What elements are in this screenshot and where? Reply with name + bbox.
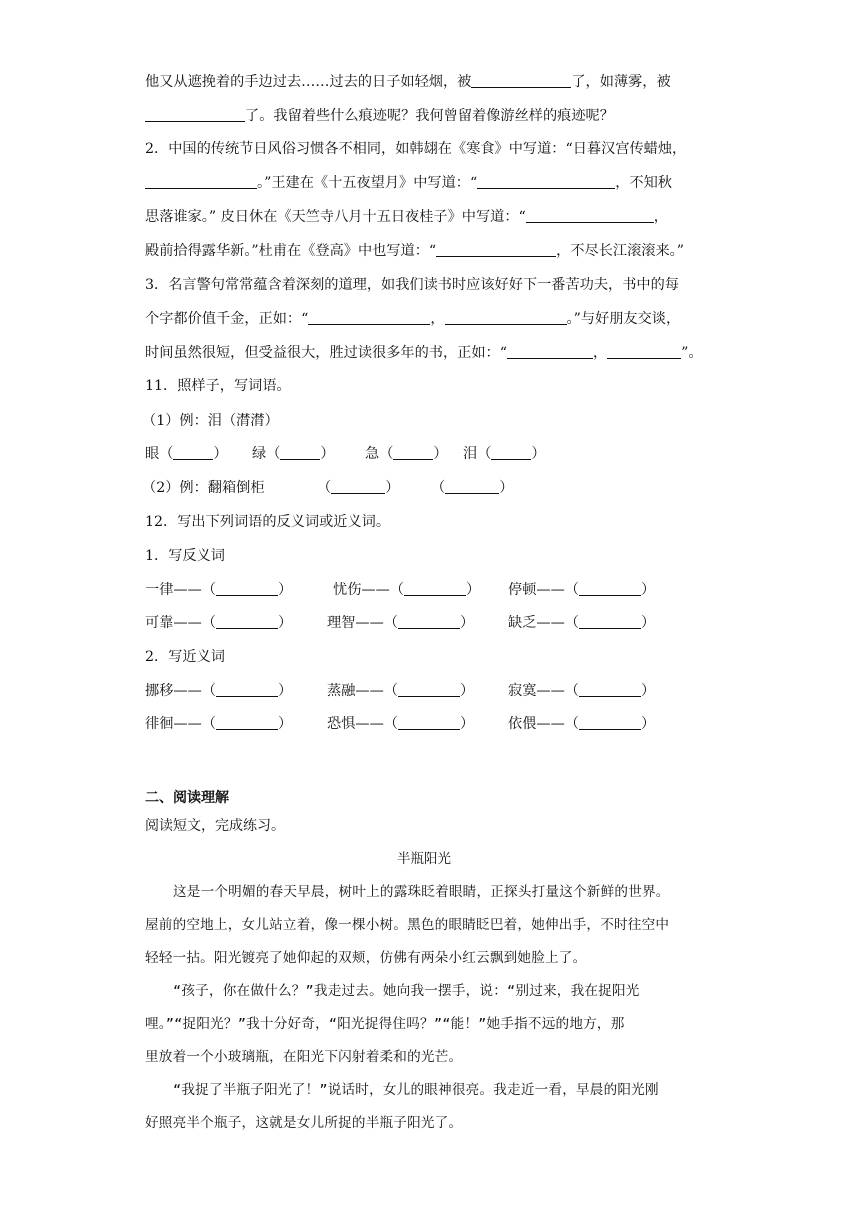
q11-blank[interactable] [173, 444, 213, 460]
q3-line-2 [145, 309, 680, 329]
q12-word-label: 缺乏——（ [508, 615, 579, 631]
q1-line-2 [145, 106, 614, 126]
q12-title: 12．写出下列词语的反义词或近义词。 [145, 514, 391, 530]
q11-word-label: 眼（ [145, 446, 174, 462]
q11-example-2: （2）例：翻箱倒柜 [142, 480, 265, 496]
q12-word-label: 蒸融——（ [327, 683, 398, 699]
q11-close-paren: ） [320, 446, 335, 462]
q11-blank[interactable] [280, 444, 320, 460]
q1-text-a: 他又从遮挽着的手边过去……过去的日子如轻烟，被 [145, 74, 472, 90]
essay-line: 里放着一个小玻璃瓶，在阳光下闪射着柔和的光芒。 [145, 1049, 463, 1065]
q11-blank[interactable] [445, 478, 499, 494]
reading-instruction: 阅读短文，完成练习。 [145, 818, 285, 834]
q12-antonym-heading: 1．写反义词 [145, 548, 225, 564]
q12-close-paren: ） [640, 615, 656, 631]
q2-blank-4[interactable] [436, 241, 556, 257]
section-heading: 二、阅读理解 [145, 790, 229, 806]
q12-blank[interactable] [398, 681, 460, 697]
q2-line-1 [145, 139, 686, 159]
q12-blank[interactable] [216, 613, 278, 629]
q12-word-label: 停顿——（ [508, 582, 579, 598]
q2-text-b: 。”王建在《十五夜望月》中写道：“ [257, 175, 478, 191]
q11-blank[interactable] [491, 444, 531, 460]
essay-line: 好照亮半个瓶子，这就是女儿所捉的半瓶子阳光了。 [145, 1115, 463, 1131]
q3-text-g: ”。 [681, 345, 703, 361]
q3-blank-2[interactable] [445, 309, 567, 325]
q12-close-paren: ） [459, 683, 475, 699]
q11-word-label: 泪（ [463, 446, 492, 462]
q3-text-f: ， [592, 345, 608, 361]
q2-text-g: ，不尽长江滚滚来。” [556, 243, 685, 259]
q3-blank-4[interactable] [607, 343, 681, 359]
q3-blank-3[interactable] [507, 343, 593, 359]
q3-text-c: ， [430, 311, 445, 327]
q12-blank[interactable] [579, 580, 641, 596]
q11-word-label: 绿（ [252, 446, 281, 462]
essay-line: 轻轻一拈。阳光镀亮了她仰起的双颊，仿佛有两朵小红云飘到她脸上了。 [145, 950, 587, 966]
q11-blank[interactable] [331, 478, 385, 494]
q12-blank[interactable] [216, 580, 278, 596]
q12-blank[interactable] [216, 714, 278, 730]
q12-close-paren: ） [465, 582, 481, 598]
essay-line: “孩子，你在做什么？”我走过去。她向我一摆手，说：“别过来，我在捉阳光 [173, 983, 640, 999]
q11-close-paren: ） [213, 446, 228, 462]
q3-text-a: 3．名言警句常常蕴含着深刻的道理，如我们读书时应该好好下一番苦功夫，书中的每 [145, 277, 679, 293]
q1-line-1 [145, 72, 671, 92]
q12-close-paren: ） [459, 716, 475, 732]
q11-open-paren: （ [431, 480, 446, 496]
q12-close-paren: ） [640, 683, 656, 699]
q12-word-label: 理智——（ [327, 615, 398, 631]
q12-word-label: 忧伤——（ [333, 582, 404, 598]
q2-text-f: 殿前拾得露华新。”杜甫在《登高》中也写道：“ [145, 243, 437, 259]
essay-line: “我捉了半瓶子阳光了！”说话时，女儿的眼神很亮。我走近一看，早晨的阳光刚 [173, 1082, 659, 1098]
q11-word-label: 急（ [365, 446, 394, 462]
essay-line: 屋前的空地上，女儿站立着，像一棵小树。黑色的眼睛眨巴着，她伸出手，不时往空中 [145, 917, 670, 933]
q12-word-label: 寂寞——（ [508, 683, 579, 699]
q3-line-3 [145, 343, 703, 363]
q12-blank[interactable] [579, 613, 641, 629]
q2-line-4 [145, 241, 684, 261]
q1-text-c: 了。我留着些什么痕迹呢？我何曾留着像游丝样的痕迹呢？ [245, 108, 614, 124]
q11-example-1: （1）例：泪（潸潸） [142, 413, 279, 429]
q2-text-e: ， [653, 209, 668, 225]
q12-blank[interactable] [216, 681, 278, 697]
q11-close-paren: ） [499, 480, 514, 496]
q11-blank[interactable] [393, 444, 433, 460]
q12-word-label: 依偎——（ [508, 716, 579, 732]
q11-close-paren: ） [531, 446, 546, 462]
q3-text-b: 个字都价值千金，正如：“ [145, 311, 309, 327]
q12-word-label: 徘徊——（ [145, 716, 216, 732]
q2-line-2 [145, 173, 672, 193]
q12-close-paren: ） [277, 615, 293, 631]
q12-word-label: 可靠——（ [145, 615, 216, 631]
q12-close-paren: ） [277, 582, 293, 598]
q12-blank[interactable] [398, 714, 460, 730]
q2-blank-3[interactable] [526, 207, 654, 223]
q2-text-c: ，不知秋 [615, 175, 672, 191]
q3-text-e: 时间虽然很短，但受益很大，胜过读很多年的书，正如：“ [145, 345, 507, 361]
q12-word-label: 挪移——（ [145, 683, 216, 699]
q2-blank-2[interactable] [477, 173, 615, 189]
q3-text-d: 。”与好朋友交谈， [566, 311, 681, 327]
q1-blank-2[interactable] [145, 106, 245, 122]
q12-close-paren: ） [277, 683, 293, 699]
q3-blank-1[interactable] [308, 309, 430, 325]
q12-blank[interactable] [579, 714, 641, 730]
q12-blank[interactable] [579, 681, 641, 697]
essay-line: 哩。”“捉阳光？”我十分好奇，“阳光捉得住吗？”“能！”她手指不远的地方，那 [145, 1016, 625, 1032]
q12-close-paren: ） [640, 716, 656, 732]
q12-close-paren: ） [640, 582, 656, 598]
q11-open-paren: （ [317, 480, 332, 496]
q2-text-d: 思落谁家。” 皮日休在《天竺寺八月十五日夜桂子》中写道：“ [145, 209, 526, 225]
q12-synonym-heading: 2．写近义词 [145, 649, 225, 665]
q1-text-b: 了，如薄雾，被 [571, 74, 671, 90]
q12-blank[interactable] [404, 580, 466, 596]
q3-line-1 [145, 275, 679, 295]
q12-close-paren: ） [277, 716, 293, 732]
q12-close-paren: ） [459, 615, 475, 631]
essay-line: 这是一个明媚的春天早晨，树叶上的露珠眨着眼睛，正探头打量这个新鲜的世界。 [173, 884, 670, 900]
q2-text-a: 2．中国的传统节日风俗习惯各不相同，如韩翃在《寒食》中写道：“日暮汉宫传蜡烛， [145, 141, 687, 157]
q2-line-3 [145, 207, 668, 227]
q11-close-paren: ） [433, 446, 448, 462]
essay-title: 半瓶阳光 [397, 851, 451, 867]
q11-title: 11．照样子，写词语。 [145, 378, 291, 394]
q12-blank[interactable] [398, 613, 460, 629]
q1-blank-1[interactable] [471, 72, 571, 88]
q11-close-paren: ） [385, 480, 400, 496]
q2-blank-1[interactable] [145, 173, 257, 189]
q12-word-label: 一律——（ [145, 582, 216, 598]
q12-word-label: 恐惧——（ [327, 716, 398, 732]
